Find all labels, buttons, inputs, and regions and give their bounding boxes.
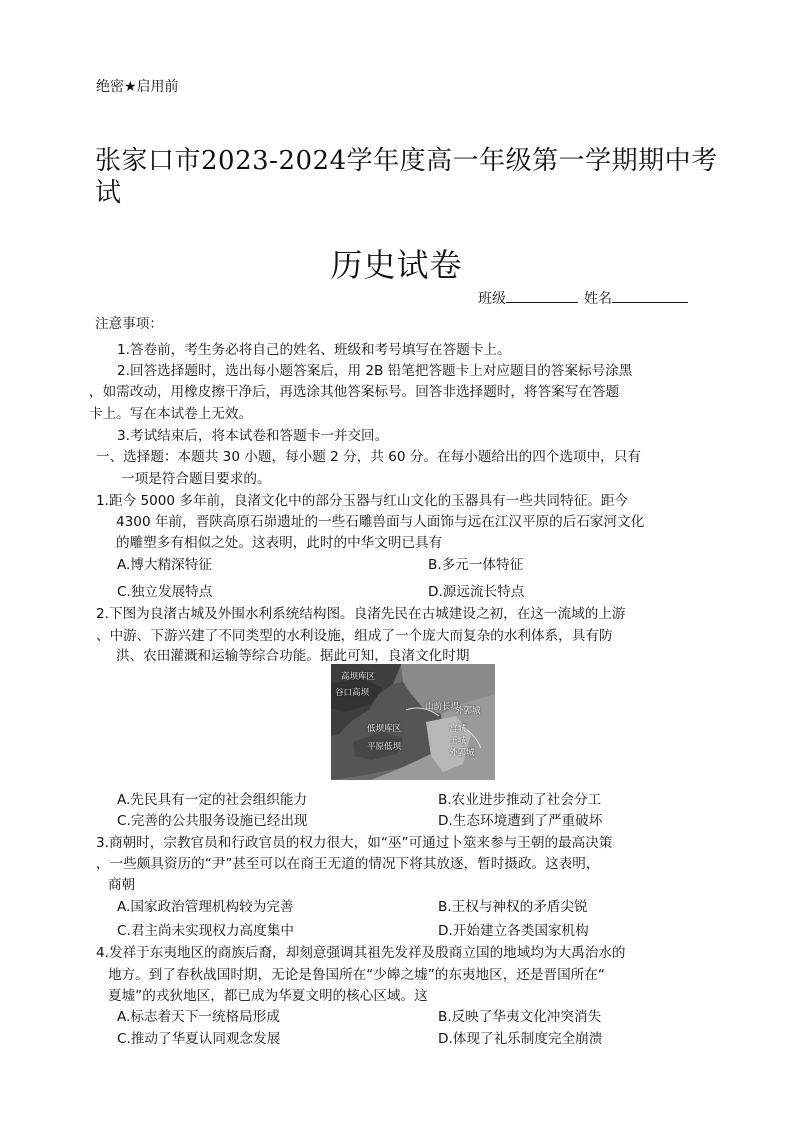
notice-line: ，如需改动，用橡皮擦干净后，再选涂其他答案标号。回答非选择题时，将答案写在答题 xyxy=(89,384,620,400)
question-2-option-b[interactable]: B.农业进步推动了社会分工 xyxy=(438,792,602,808)
map-label: 王城 xyxy=(449,736,467,746)
notice-line: 3.考试结束后，将本试卷和答题卡一并交回。 xyxy=(117,428,389,444)
section-heading: 一、选择题：本题共 30 小题，每小题 2 分，共 60 分。在每小题给出的四个选项中，只有 xyxy=(96,449,641,465)
class-label: 班级 xyxy=(478,291,506,307)
notice-line: 2.回答选择题时，选出每小题答案后，用 2B 铅笔把答题卡上对应题目的答案标号涂黑 xyxy=(117,363,633,379)
question-1-stem: 4300 年前，晋陕高原石峁遗址的一些石雕兽面与人面饰与远在江汉平原的后石家河文化 xyxy=(116,514,645,530)
exam-title: 张家口市2023-2024学年度高一年级第一学期期中考 xyxy=(95,146,718,176)
class-blank xyxy=(506,288,578,303)
question-2-stem: 2.下图为良渚古城及外围水利系统结构图。良渚先民在古城建设之初，在这一流域的上游 xyxy=(96,606,626,622)
confidential-mark: 绝密★启用前 xyxy=(96,79,179,95)
student-info xyxy=(478,288,688,308)
notice-line: 卡上。写在本试卷上无效。 xyxy=(89,406,253,422)
notice-line: 1.答卷前，考生务必将自己的姓名、班级和考号填写在答题卡上。 xyxy=(117,342,511,358)
notice-heading: 注意事项： xyxy=(95,316,163,332)
map-label: 山前长堤 xyxy=(425,702,460,712)
question-4-option-a[interactable]: A.标志着天下一统格局形成 xyxy=(117,1009,280,1025)
question-3-stem: ，一些颇具资历的“尹”甚至可以在商王无道的情况下将其放逐，暂时摄政。这表明， xyxy=(96,856,600,872)
question-2-option-d[interactable]: D.生态环境遭到了严重破坏 xyxy=(438,813,603,829)
question-2-stem: 洪、农田灌溉和运输等综合功能。据此可知，良渚文化时期 xyxy=(116,648,470,664)
question-4-stem: 地方。到了春秋战国时期，无论是鲁国所在“少皞之墟”的东夷地区，还是晋国所在“ xyxy=(108,967,605,983)
map-label: 低坝库区 xyxy=(367,724,402,734)
question-4-stem: 4.发祥于东夷地区的商族后裔，却刻意强调其祖先发祥及殷商立国的地域均为大禹治水的 xyxy=(96,945,626,961)
question-1-stem: 的雕塑多有相似之处。这表明，此时的中华文明已具有 xyxy=(116,535,443,551)
map-label: 平原低坝 xyxy=(367,742,402,752)
question-4-option-b[interactable]: B.反映了华夷文化冲突消失 xyxy=(438,1009,602,1025)
name-blank xyxy=(612,288,688,303)
question-2-stem: 、中游、下游兴建了不同类型的水利设施，组成了一个庞大而复杂的水利体系，具有防 xyxy=(96,628,613,644)
question-2-option-c[interactable]: C.完善的公共服务设施已经出现 xyxy=(117,813,308,829)
liangzhu-map-figure xyxy=(331,664,495,780)
map-label: 谷口高坝 xyxy=(335,688,370,698)
question-1-option-a[interactable]: A.博大精深特征 xyxy=(117,557,212,573)
map-label: 宫城 xyxy=(449,724,467,734)
question-3-option-b[interactable]: B.王权与神权的矛盾尖锐 xyxy=(438,899,588,915)
map-label: 高坝库区 xyxy=(341,672,376,682)
question-1-stem: 1.距今 5000 多年前，良渚文化中的部分玉器与红山文化的玉器具有一些共同特征。距今 xyxy=(96,493,628,509)
map-label: 外郭城 xyxy=(449,748,475,758)
question-3-option-d[interactable]: D.开始建立各类国家机构 xyxy=(438,923,589,939)
question-1-option-b[interactable]: B.多元一体特征 xyxy=(428,557,524,573)
section-heading-continued: 一项是符合题目要求的。 xyxy=(121,471,271,487)
subject-title: 历史试卷 xyxy=(330,246,463,284)
exam-title-continued: 试 xyxy=(95,178,122,208)
name-label: 姓名 xyxy=(584,291,612,307)
question-1-option-d[interactable]: D.源远流长特点 xyxy=(428,584,525,600)
question-3-option-c[interactable]: C.君主尚未实现权力高度集中 xyxy=(117,923,294,939)
question-4-option-c[interactable]: C.推动了华夏认同观念发展 xyxy=(117,1031,281,1047)
question-4-option-d[interactable]: D.体现了礼乐制度完全崩溃 xyxy=(438,1031,603,1047)
question-3-stem: 3.商朝时，宗教官员和行政官员的权力很大，如“巫”可通过卜筮来参与王朝的最高决策 xyxy=(96,835,613,851)
question-1-option-c[interactable]: C.独立发展特点 xyxy=(117,584,213,600)
question-2-option-a[interactable]: A.先民具有一定的社会组织能力 xyxy=(117,792,308,808)
question-4-stem: 夏墟”的戎狄地区，都已成为华夏文明的核心区域。这 xyxy=(108,988,428,1004)
map-label: 外郭城 xyxy=(455,706,481,716)
question-3-option-a[interactable]: A.国家政治管理机构较为完善 xyxy=(117,899,294,915)
question-3-stem: 商朝 xyxy=(108,877,136,893)
